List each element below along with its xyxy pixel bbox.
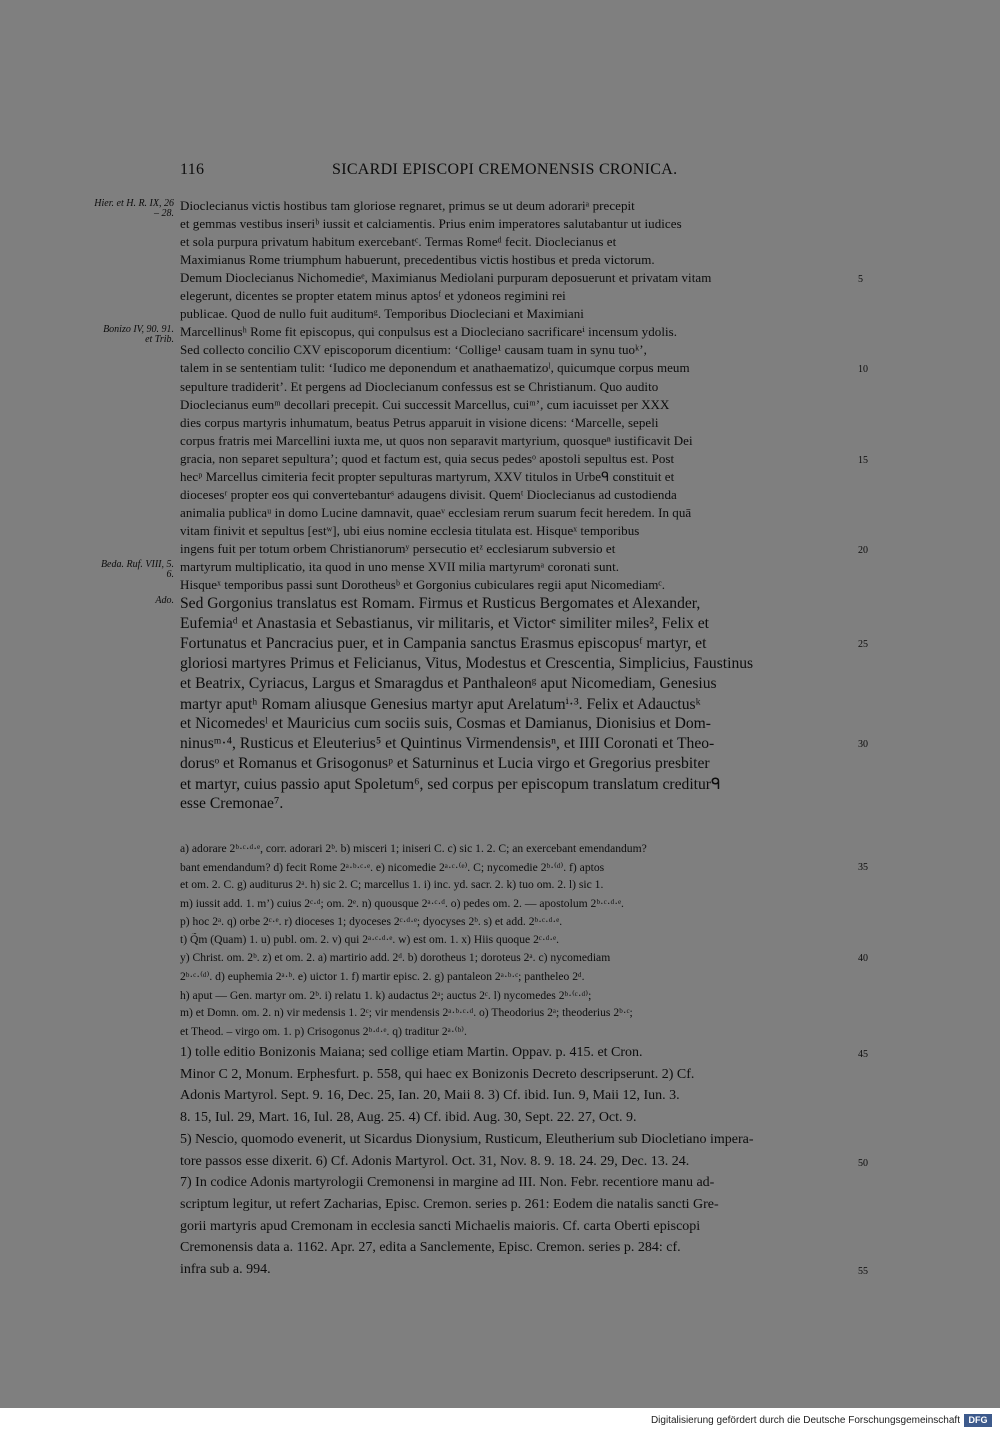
dfg-logo: DFG xyxy=(964,1414,992,1427)
text-line: ninusᵐ·⁴, Rusticus et Eleuterius⁵ et Quintinus Virmendensisⁿ, et IIII Coronati et Theo- xyxy=(180,735,715,753)
text-line: ingens fuit per totum orbem Christianorumʸ persecutio etᶻ ecclesiarum subversio et xyxy=(180,540,616,556)
text-line: Eufemiaᵈ et Anastasia et Sebastianus, vir militaris, et Victorᵉ similiter miles², Felix et xyxy=(180,615,709,633)
apparatus-line: m) iussit add. 1. m’) cuius 2ᶜ·ᵈ; om. 2ᵉ. n) quousque 2ᵃ·ᶜ·ᵈ. o) pedes om. 2. — apostolum 2ᵇ·ᶜ·ᵈ·ᵉ. xyxy=(180,896,624,910)
line-number: 45 xyxy=(858,1049,868,1060)
footer-bar xyxy=(0,1408,1000,1434)
margin-note: Bonizo IV, 90. 91. et Trib. xyxy=(103,324,174,346)
text-line: martyr aputʰ Romam aliusque Genesius martyr aput Arelatumⁱ·³. Felix et Adauctusᵏ xyxy=(180,696,701,714)
apparatus-line: y) Christ. om. 2ᵇ. z) et om. 2. a) martirio add. 2ᵈ. b) dorotheus 1; doroteus 2ᵃ. c) nycomediam xyxy=(180,951,611,965)
text-line: Dioclecianus victis hostibus tam gloriose regnaret, primus se ut deum adorariᵃ precepit xyxy=(180,198,635,213)
footnote-line: 8. 15, Iul. 29, Mart. 16, Iul. 28, Aug. 25. 4) Cf. ibid. Aug. 30, Sept. 22. 27, Oct. 9. xyxy=(180,1110,637,1126)
margin-note: Ado. xyxy=(155,595,174,607)
text-line: martyrum multiplicatio, ita quod in uno mense XVII milia martyrumᵃ coronati sunt. xyxy=(180,559,620,574)
apparatus-line: 2ᵇ·ᶜ·⁽ᵈ⁾. d) euphemia 2ᵃ·ᵇ. e) uictor 1. f) martir episc. 2. g) pantaleon 2ᵃ·ᵇ·ᶜ; pantheleo 2ᵈ. xyxy=(180,970,585,984)
apparatus-line: et Theod. – virgo om. 1. p) Crisogonus 2ᵇ·ᵈ·ᵉ. q) traditur 2ᵃ·⁽ᵇ⁾. xyxy=(180,1025,467,1038)
line-number: 30 xyxy=(858,739,868,751)
text-line: corpus fratris mei Marcellini iuxta me, ut quos non separavit martyrium, quosqueⁿ iustificavit Dei xyxy=(180,432,693,448)
text-line: et gemmas vestibus inseriᵇ iussit et calciamentis. Prius enim imperatores salutabantur ut iudices xyxy=(180,216,682,232)
text-line: Dioclecianus eumᵐ decollari precepit. Cui successit Marcellus, cuiᵐ’, cum iacuisset per XXX xyxy=(180,396,670,412)
page-number: 116 xyxy=(180,161,205,178)
apparatus-line: h) aput — Gen. martyr om. 2ᵇ. i) relatu 1. k) audactus 2ᵃ; auctus 2ᶜ. l) nycomedes 2ᵇ·⁽ᶜ·ᵈ⁾; xyxy=(180,988,592,1002)
text-line: et Beatrix, Cyriacus, Largus et Smaragdus et Panthaleonᵍ aput Nicomediam, Genesius xyxy=(180,675,717,693)
text-line: dorusᵒ et Romanus et Grisogonusᵖ et Saturninus et Lucia virgo et Gregorius presbiter xyxy=(180,755,710,773)
text-line: hecᵖ Marcellus cimiteria fecit propter sepulturas martyrum, XXV titulos in Urbeᑫ constituit et xyxy=(180,468,675,484)
line-number: 15 xyxy=(858,454,868,466)
footnote-line: Cremonensis data a. 1162. Apr. 27, edita a Sanclemente, Episc. Cremon. series p. 284: cf. xyxy=(180,1240,681,1256)
text-line: et Nicomedesˡ et Mauricius cum sociis suis, Cosmas et Damianus, Dionisius et Dom- xyxy=(180,715,711,733)
line-number: 40 xyxy=(858,953,868,965)
text-line: diocesesʳ propter eos qui convertebanturˢ adaugens divisit. Quemᵗ Dioclecianus ad custodienda xyxy=(180,486,677,502)
apparatus-line: p) hoc 2ᵃ. q) orbe 2ᶜ·ᵉ. r) dioceses 1; dyoceses 2ᶜ·ᵈ·ᵉ; dyocyses 2ᵇ. s) et add. 2ᵇ·ᶜ·ᵈ·ᵉ. xyxy=(180,914,563,928)
line-number: 10 xyxy=(858,364,868,376)
text-line: et martyr, cuius passio aput Spoletum⁶, sed corpus per episcopum translatum crediturᑫ xyxy=(180,776,721,794)
text-line: esse Cremonae⁷. xyxy=(180,795,284,813)
text-line: dies corpus martyris inhumatum, beatus Petrus apparuit in visione dicens: ‘Marcelle, sepeli xyxy=(180,414,659,430)
apparatus-line: et om. 2. C. g) auditurus 2ᵃ. h) sic 2. C; marcellus 1. i) inc. yd. sacr. 2. k) tuo om. 2. l) sic 1. xyxy=(180,878,604,892)
text-line: et sola purpura privatum habitum exercebantᶜ. Termas Romeᵈ fecit. Dioclecianus et xyxy=(180,234,617,250)
text-line: gloriosi martyres Primus et Felicianus, Vitus, Modestus et Crescentia, Simplicius, Faustinus xyxy=(180,655,754,673)
margin-note: Beda. Ruf. VIII, 5. 6. xyxy=(100,559,174,580)
footnote-line: Adonis Martyrol. Sept. 9. 16, Dec. 25, Ian. 20, Maii 8. 3) Cf. ibid. Iun. 9, Maii 12, Iun. 3. xyxy=(180,1088,680,1104)
text-line: Hisqueˣ temporibus passi sunt Dorotheusᵇ et Gorgonius cubiculares regii aput Nicomediamᶜ. xyxy=(180,577,666,593)
apparatus-line: t) Q̃m (Quam) 1. u) publ. om. 2. v) qui 2ᵃ·ᶜ·ᵈ·ᵉ. w) est om. 1. x) Hiis quoque 2ᶜ·ᵈ·ᵉ. xyxy=(180,933,560,946)
text-line: gracia, non separet sepultura’; quod et factum est, quia secus pedesᵒ apostoli sepultus est. Post xyxy=(180,450,675,466)
apparatus-line: a) adorare 2ᵇ·ᶜ·ᵈ·ᵉ, corr. adorari 2ᵇ. b) misceri 1; iniseri C. c) sic 1. 2. C; an exercebant emendandum? xyxy=(180,842,647,855)
footnote-line: scriptum legitur, ut refert Zacharias, Episc. Cremon. series p. 261: Eodem die natalis sancti Gre- xyxy=(180,1196,719,1212)
page-title: SICARDI EPISCOPI CREMONENSIS CRONICA. xyxy=(332,161,678,178)
text-line: Demum Dioclecianus Nichomedieᵉ, Maximianus Mediolani purpuram deposuerunt et privatam vitam xyxy=(180,270,712,286)
line-number: 25 xyxy=(858,639,868,651)
digitization-credit: Digitalisierung gefördert durch die Deutsche Forschungsgemeinschaft xyxy=(650,1415,960,1426)
line-number: 50 xyxy=(858,1157,868,1169)
footnote-line: Minor C 2, Monum. Erphesfurt. p. 558, qui haec ex Bonizonis Decreto descripserunt. 2) Cf. xyxy=(180,1066,695,1082)
text-line: Marcellinusʰ Rome fit episcopus, qui conpulsus est a Diocleciano sacrificareⁱ incensum ydolis. xyxy=(180,324,678,340)
footnote-line: 7) In codice Adonis martyrologii Cremonensi in margine ad III. Non. Febr. recentiore manu ad- xyxy=(180,1175,715,1191)
text-line: sepulture tradiderit’. Et pergens ad Dioclecianum confessus est se Christianum. Quo audito xyxy=(180,378,659,394)
text-line: Sed collecto concilio CXV episcoporum dicentium: ‘Collige¹ causam tuam in synu tuoᵏ’, xyxy=(180,342,647,358)
text-line: elegerunt, dicentes se propter etatem minus aptosᶠ et ydoneos regimini rei xyxy=(180,288,566,304)
line-number: 55 xyxy=(858,1266,868,1277)
footnote-line: 1) tolle editio Bonizonis Maiana; sed collige etiam Martin. Oppav. p. 415. et Cron. xyxy=(180,1045,643,1060)
text-line: Maximianus Rome triumphum habuerunt, precedentibus victis hostibus et preda victorum. xyxy=(180,252,655,268)
text-line: publicae. Quod de nullo fuit auditumᵍ. Temporibus Diocleciani et Maximiani xyxy=(180,306,584,322)
footnote-line: 5) Nescio, quomodo evenerit, ut Sicardus Dionysium, Rusticum, Eleutherium sub Diocletiano impera- xyxy=(180,1131,754,1147)
footnote-line: tore passos esse dixerit. 6) Cf. Adonis Martyrol. Oct. 31, Nov. 8. 9. 18. 24. 29, Dec. 13. 24. xyxy=(180,1153,690,1169)
apparatus-line: bant emendandum? d) fecit Rome 2ᵃ·ᵇ·ᶜ·ᵉ. e) nicomedie 2ᵃ·ᶜ·⁽ᵉ⁾. C; nycomedie 2ᵇ·⁽ᵈ⁾. f) aptos xyxy=(180,861,605,875)
text-line: Sed Gorgonius translatus est Romam. Firmus et Rusticus Bergomates et Alexander, xyxy=(180,595,701,613)
margin-note: Hier. et H. R. IX, 26 – 28. xyxy=(94,198,174,219)
line-number: 20 xyxy=(858,544,868,556)
line-number: 35 xyxy=(858,862,868,874)
apparatus-line: m) et Domn. om. 2. n) vir medensis 1. 2ᶜ; vir mendensis 2ᵃ·ᵇ·ᶜ·ᵈ. o) Theodorius 2ᵃ; theoderius 2ᵇ·ᶜ; xyxy=(180,1005,633,1019)
text-line: animalia publicaᵘ in domo Lucine damnavit, quaeᵛ ecclesiam rerum suarum fecit heredem. In quā xyxy=(180,504,692,520)
line-number: 5 xyxy=(858,274,863,286)
footnote-line: infra sub a. 994. xyxy=(180,1262,271,1277)
text-line: vitam finivit et sepultus [estʷ], ubi eius nomine ecclesia titulata est. Hisqueˣ temporibus xyxy=(180,522,640,538)
footnote-line: gorii martyris apud Cremonam in ecclesia sancti Michaelis maioris. Cf. carta Oberti episcopi xyxy=(180,1218,701,1234)
text-line: talem in se sententiam tulit: ‘Iudico me deponendum et anathaematizoˡ, quicumque corpus meum xyxy=(180,360,690,376)
text-line: Fortunatus et Pancracius puer, et in Campania sanctus Erasmus episcopusᶠ martyr, et xyxy=(180,635,707,653)
